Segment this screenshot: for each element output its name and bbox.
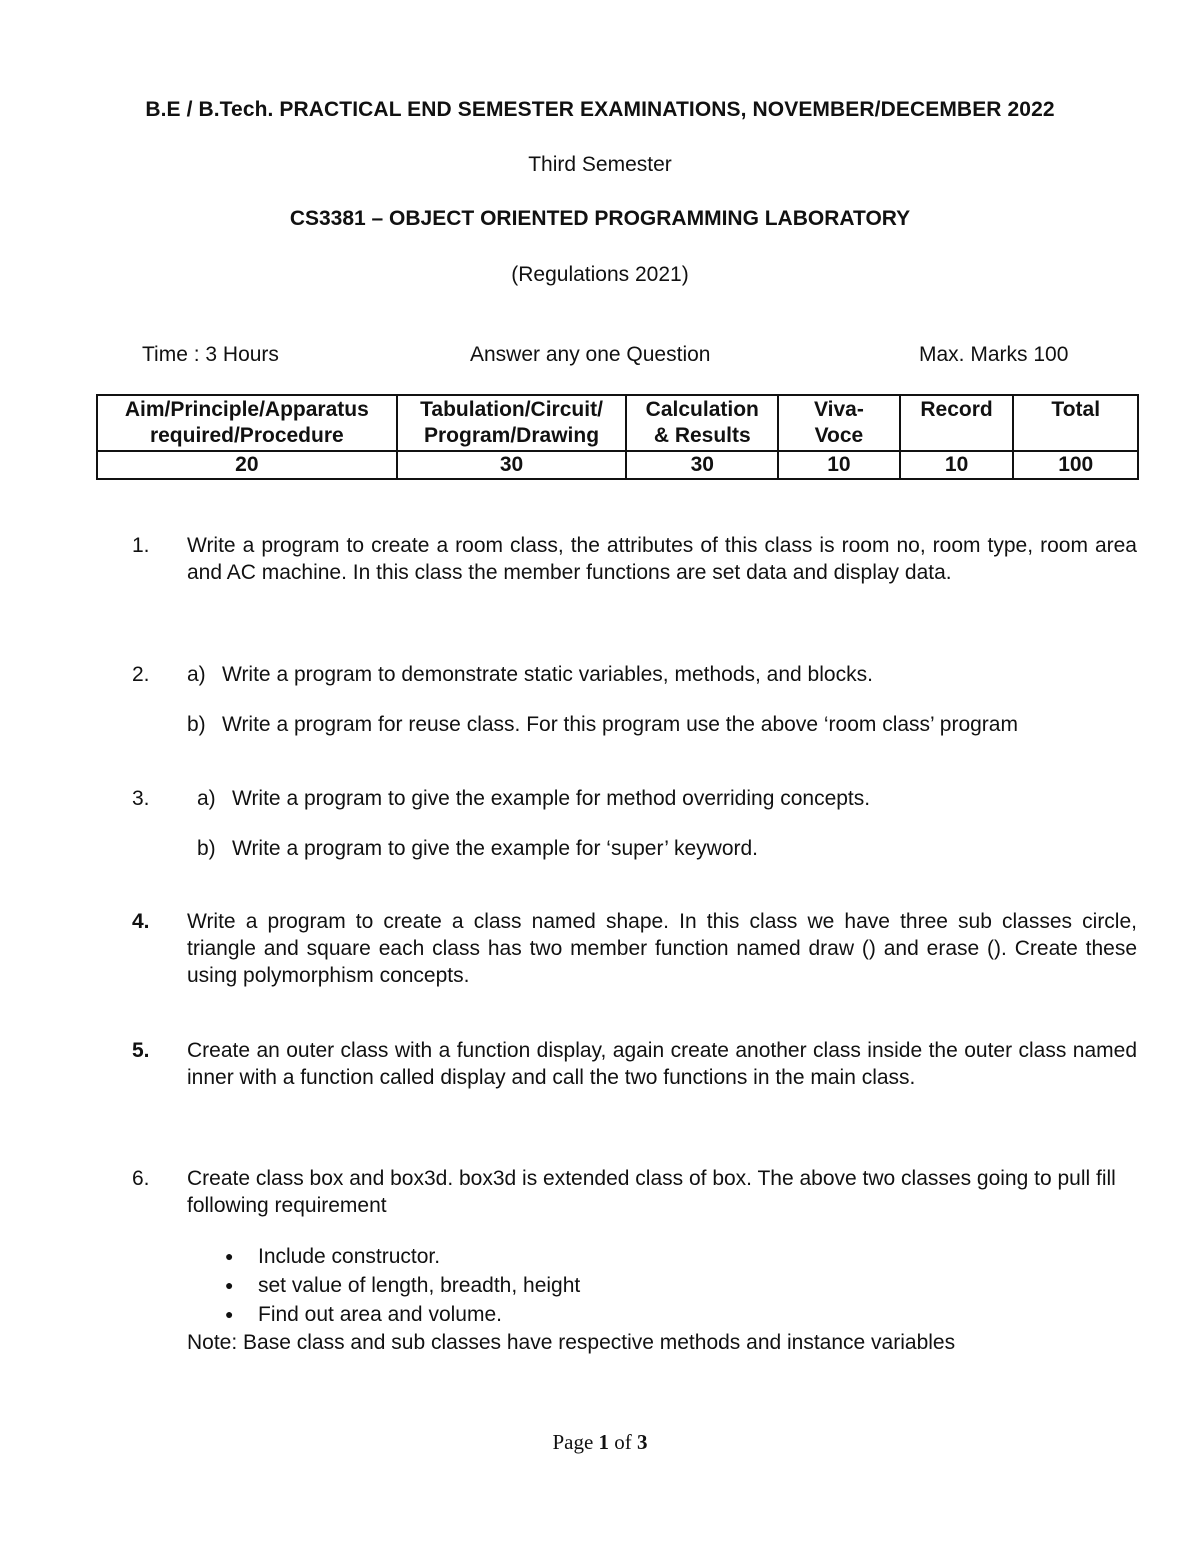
marks-header-cell: Aim/Principle/Apparatus required/Procedure — [97, 395, 397, 451]
marks-header-cell: Total — [1013, 395, 1138, 451]
requirement-item: Find out area and volume. — [258, 1303, 502, 1326]
marks-header-cell: Record — [900, 395, 1014, 451]
marks-value-cell: 10 — [778, 451, 900, 479]
exam-duration: Time : 3 Hours — [142, 343, 279, 366]
bullet-dot-icon: ● — [225, 1248, 234, 1264]
marks-value-cell: 10 — [900, 451, 1014, 479]
question-number: 1. — [132, 534, 150, 557]
question-text: Write a program to create a class named shape. In this class we have three sub classes circle, triangle and square each class has two member function named draw () and erase (). Create these using polymorphism concepts. — [187, 910, 1137, 987]
marks-header-cell: Viva- Voce — [778, 395, 900, 451]
marks-table — [96, 394, 1139, 480]
exam-instruction: Answer any one Question — [470, 343, 711, 366]
current-page-number: 1 — [598, 1430, 610, 1454]
of-word: of — [609, 1430, 638, 1454]
course-title: CS3381 – OBJECT ORIENTED PROGRAMMING LABORATORY — [289, 207, 911, 230]
requirement-item: set value of length, breadth, height — [258, 1274, 581, 1297]
requirement-item: Include constructor. — [258, 1245, 441, 1268]
question-number: 5. — [132, 1039, 150, 1062]
part-label: a) — [197, 787, 216, 810]
bullet-dot-icon: ● — [225, 1306, 234, 1322]
max-marks: Max. Marks 100 — [919, 343, 1069, 366]
marks-value-cell: 20 — [97, 451, 397, 479]
question-number: 6. — [132, 1167, 150, 1190]
exam-title: B.E / B.Tech. PRACTICAL END SEMESTER EXAMINATIONS, NOVEMBER/DECEMBER 2022 — [145, 98, 1055, 121]
semester-label: Third Semester — [528, 153, 672, 176]
part-label: a) — [187, 663, 206, 686]
part-text: Write a program to give the example for method overriding concepts. — [232, 787, 871, 810]
bullet-dot-icon: ● — [225, 1277, 234, 1293]
marks-header-cell: Tabulation/Circuit/ Program/Drawing — [397, 395, 627, 451]
total-pages: 3 — [637, 1430, 648, 1454]
marks-header-cell: Calculation & Results — [626, 395, 778, 451]
part-text: Write a program to give the example for ‘super’ keyword. — [232, 837, 759, 860]
page-footer — [0, 1430, 1200, 1455]
part-label: b) — [197, 837, 216, 860]
part-label: b) — [187, 713, 206, 736]
question-text: Create an outer class with a function display, again create another class inside the outer class named inner with a function called display and call the two functions in the main class. — [187, 1039, 1137, 1089]
question-number: 4. — [132, 910, 150, 933]
page-word: Page — [552, 1430, 599, 1454]
part-text: Write a program for reuse class. For this program use the above ‘room class’ program — [222, 713, 1018, 736]
question-text: Write a program to create a room class, the attributes of this class is room no, room type, room area and AC machine. In this class the member functions are set data and display data. — [187, 534, 1137, 584]
marks-table-values-row — [97, 451, 1138, 479]
marks-value-cell: 100 — [1013, 451, 1138, 479]
marks-value-cell: 30 — [397, 451, 627, 479]
note-text — [187, 1329, 955, 1356]
note-body: Base class and sub classes have respective methods and instance variables — [237, 1331, 956, 1354]
marks-table-header-row — [97, 395, 1138, 451]
question-number: 2. — [132, 663, 150, 686]
marks-value-cell: 30 — [626, 451, 778, 479]
part-text: Write a program to demonstrate static variables, methods, and blocks. — [222, 663, 873, 686]
question-number: 3. — [132, 787, 150, 810]
question-text: Create class box and box3d. box3d is extended class of box. The above two classes going to pull fill following requirement — [187, 1167, 1116, 1217]
regulations-label: (Regulations 2021) — [511, 263, 689, 286]
note-label: Note: — [187, 1331, 238, 1354]
